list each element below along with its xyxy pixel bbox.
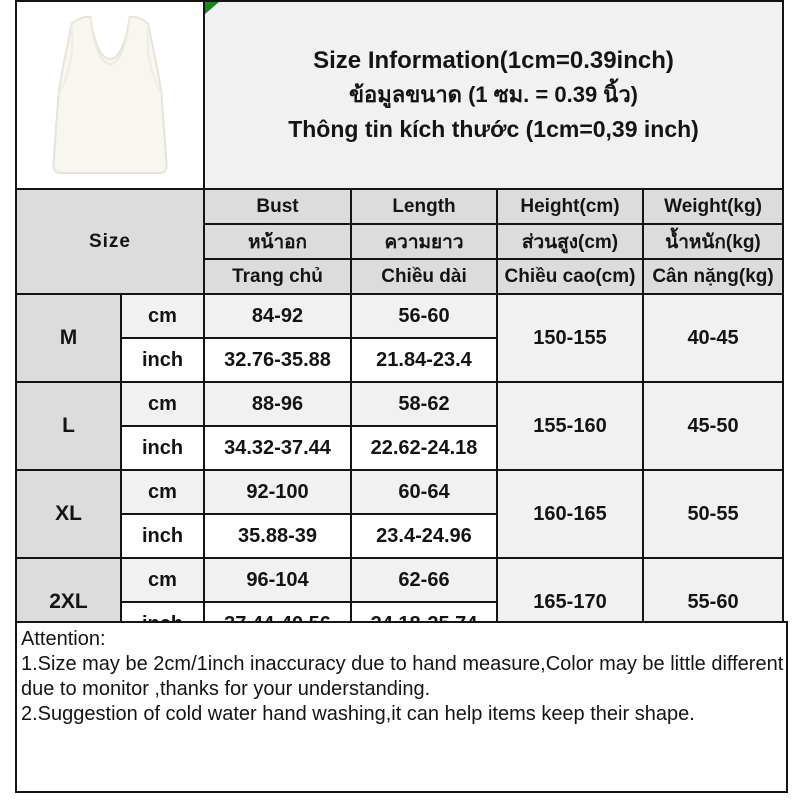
- m-bust-cm: 84-92: [204, 294, 351, 338]
- header-bust-en: Bust: [204, 189, 351, 224]
- unit-inch-label: inch: [121, 514, 204, 558]
- table-row: [16, 294, 783, 338]
- header-height-vi: Chiều cao(cm): [497, 259, 643, 294]
- xl-height: 160-165: [497, 470, 643, 558]
- green-corner-marker-icon: [205, 2, 219, 14]
- unit-cm-label: cm: [121, 470, 204, 514]
- 2xl-height: 165-170: [497, 558, 643, 646]
- table-row: [16, 382, 783, 426]
- l-length-inch: 22.62-24.18: [351, 426, 497, 470]
- header-length-vi: Chiều dài: [351, 259, 497, 294]
- attention-note-1: 1.Size may be 2cm/1inch inaccuracy due to hand measure,Color may be little different due to monitor ,thanks for your understanding.: [21, 653, 784, 700]
- header-weight-en: Weight(kg): [643, 189, 783, 224]
- 2xl-bust-cm: 96-104: [204, 558, 351, 602]
- m-bust-inch: 32.76-35.88: [204, 338, 351, 382]
- header-bust-th: หน้าอก: [204, 224, 351, 259]
- title-vietnamese: Thông tin kích thước (1cm=0,39 inch): [288, 116, 699, 142]
- title-thai: ข้อมูลขนาด (1 ซม. = 0.39 นิ้ว): [349, 82, 639, 107]
- size-2xl-label: 2XL: [16, 558, 121, 646]
- 2xl-weight: 55-60: [643, 558, 783, 646]
- product-image-cell: [16, 1, 204, 189]
- size-xl-label: XL: [16, 470, 121, 558]
- title-cell: [204, 1, 783, 189]
- xl-weight: 50-55: [643, 470, 783, 558]
- l-bust-inch: 34.32-37.44: [204, 426, 351, 470]
- 2xl-length-cm: 62-66: [351, 558, 497, 602]
- attention-heading: Attention:: [21, 628, 106, 650]
- unit-inch-label: inch: [121, 426, 204, 470]
- xl-bust-cm: 92-100: [204, 470, 351, 514]
- header-length-th: ความยาว: [351, 224, 497, 259]
- attention-box: [15, 621, 788, 793]
- unit-inch-label: inch: [121, 338, 204, 382]
- l-bust-cm: 88-96: [204, 382, 351, 426]
- header-weight-vi: Cân nặng(kg): [643, 259, 783, 294]
- m-weight: 40-45: [643, 294, 783, 382]
- xl-length-inch: 23.4-24.96: [351, 514, 497, 558]
- header-weight-th: น้ำหนัก(kg): [643, 224, 783, 259]
- header-bust-vi: Trang chủ: [204, 259, 351, 294]
- l-weight: 45-50: [643, 382, 783, 470]
- size-chart-table: [15, 0, 784, 647]
- size-l-label: L: [16, 382, 121, 470]
- table-row: [16, 558, 783, 602]
- xl-length-cm: 60-64: [351, 470, 497, 514]
- header-height-th: ส่วนสูง(cm): [497, 224, 643, 259]
- m-length-inch: 21.84-23.4: [351, 338, 497, 382]
- l-length-cm: 58-62: [351, 382, 497, 426]
- size-header: Size: [16, 189, 204, 294]
- tank-top-image: [20, 4, 200, 182]
- m-height: 150-155: [497, 294, 643, 382]
- table-row: [16, 470, 783, 514]
- m-length-cm: 56-60: [351, 294, 497, 338]
- unit-cm-label: cm: [121, 294, 204, 338]
- l-height: 155-160: [497, 382, 643, 470]
- unit-cm-label: cm: [121, 558, 204, 602]
- attention-note-2: 2.Suggestion of cold water hand washing,it can help items keep their shape.: [21, 703, 695, 725]
- unit-cm-label: cm: [121, 382, 204, 426]
- size-m-label: M: [16, 294, 121, 382]
- title-english: Size Information(1cm=0.39inch): [313, 47, 674, 74]
- header-height-en: Height(cm): [497, 189, 643, 224]
- xl-bust-inch: 35.88-39: [204, 514, 351, 558]
- header-length-en: Length: [351, 189, 497, 224]
